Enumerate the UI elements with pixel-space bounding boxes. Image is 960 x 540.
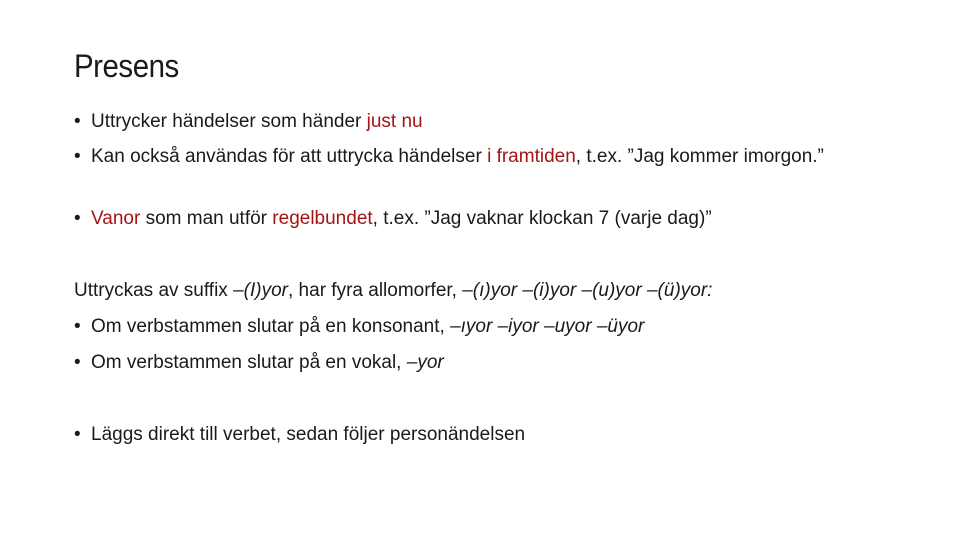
suffix-form: –(I)yor xyxy=(233,280,288,301)
bullet-dot: • xyxy=(74,146,81,167)
highlight-just-nu: just nu xyxy=(366,111,423,132)
bullet-text: Läggs direkt till verbet, sedan följer personändelsen xyxy=(91,424,526,445)
suffix-prefix: Uttryckas av suffix xyxy=(74,280,234,301)
bullet-dot: • xyxy=(74,208,81,229)
suffix-paragraph xyxy=(74,278,904,304)
bullet-dot: • xyxy=(74,316,81,337)
bullet-text-part: , t.ex. ”Jag kommer imorgon.” xyxy=(575,146,824,167)
slide-title: Presens xyxy=(74,48,179,84)
bullet-text-part: , t.ex. ”Jag vaknar klockan 7 (varje dag)” xyxy=(372,208,712,229)
highlight-regelbundet: regelbundet xyxy=(272,208,373,229)
suffix-allomorphs: –(ı)yor –(i)yor –(u)yor –(ü)yor: xyxy=(462,280,713,301)
bullet-text xyxy=(91,350,874,376)
bullet-dot: • xyxy=(74,111,81,132)
bullet-text xyxy=(91,206,874,232)
bullet-text-part: Om verbstammen slutar på en konsonant, xyxy=(91,316,451,337)
suffix-middle: , har fyra allomorfer, xyxy=(288,280,463,301)
suffix-forms-vowel: –yor xyxy=(406,352,444,373)
bullet-text-part: Om verbstammen slutar på en vokal, xyxy=(91,352,407,373)
bullet-text xyxy=(91,109,874,135)
bullet-item xyxy=(74,314,874,340)
bullet-text-part: Kan också användas för att uttrycka händelser xyxy=(91,146,488,167)
bullet-text xyxy=(91,314,874,340)
bullet-dot: • xyxy=(74,424,81,445)
bullet-item xyxy=(74,350,874,376)
bullet-item xyxy=(74,422,874,448)
bullet-item xyxy=(74,109,874,135)
bullet-text-part: som man utför xyxy=(140,208,273,229)
bullet-item xyxy=(74,206,874,232)
highlight-i-framtiden: i framtiden xyxy=(487,146,576,167)
bullet-text xyxy=(91,144,874,170)
highlight-vanor: Vanor xyxy=(91,208,141,229)
bullet-item xyxy=(74,144,874,170)
suffix-forms-consonant: –ıyor –iyor –uyor –üyor xyxy=(450,316,645,337)
bullet-text-part: Uttrycker händelser som händer xyxy=(91,111,367,132)
bullet-dot: • xyxy=(74,352,81,373)
